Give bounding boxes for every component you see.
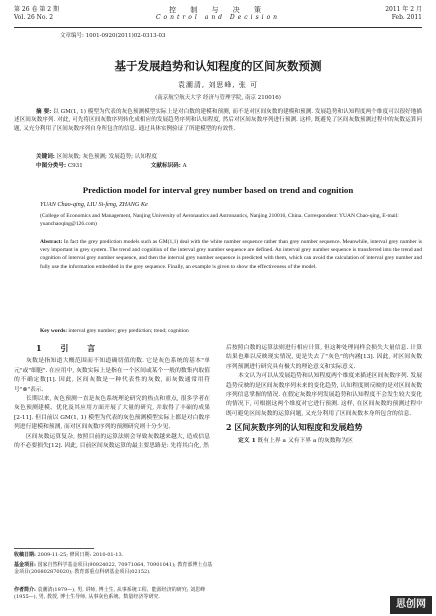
- keywords-en-label: Key words:: [40, 328, 68, 334]
- footnote-rule: [14, 548, 94, 549]
- keywords-cn: [36, 152, 422, 160]
- title-cn: 基于发展趋势和认知程度的区间灰数预测: [114, 59, 322, 73]
- date-en: Feb. 2011: [391, 14, 422, 21]
- running-header-center: [0, 6, 436, 22]
- journal-name-cn: 控 制 与 决 策: [169, 6, 267, 14]
- watermark-logo: 思创网: [390, 596, 432, 614]
- abstract-en: [40, 238, 422, 271]
- footnote-fund: 基金项目: 国家自然科学基金项目(90924022, 70971064, 70901041); 教育部博士点基金项目(200802870020); 教育部重点科研基金项目(02152).: [14, 562, 213, 576]
- body-column-left: [14, 344, 210, 451]
- abstract-en-text: In fact the grey prediction models such as GM(1,1) deal with the white number sequence rather than grey number sequence. Meanwhile, interval grey number is very important in grey system. The trend and cognition of the interval grey number sequence are defined. An interval grey number sequence is transferred into the trend and cognition of interval grey number sequence, and then the interval grey number sequence is predicted with them, which can avoid the calculation of interval grey number and fully use the information embedded in the grey sequence. Finally, an example is given to show the effectiveness of the model.: [40, 239, 423, 270]
- definition-text: 既有上界 a 又有下界 a 的灰数称为区: [257, 437, 353, 444]
- abstract-cn-label: 摘 要:: [36, 109, 52, 115]
- abstract-en-label: Abstract:: [40, 239, 63, 245]
- definition-label: 定义 1: [238, 437, 256, 444]
- body-column-right: [226, 344, 422, 446]
- running-header-right: [385, 6, 422, 22]
- paragraph: 长期以来, 灰色预测一直是灰色系统理论研究的热点和重点, 很多学者在灰色预测建模、优化及其应用方面开展了大量的研究, 并取得了丰硕的成果[2-11]. 但目前以 GM(1, 1) 模型为代表的灰色预测模型实际上都是对白数序列进行建模和预测, 而对区间灰数序列的预测研究则十分少见.: [14, 396, 210, 431]
- abstract-cn: [14, 108, 422, 133]
- keywords-en: [40, 328, 422, 334]
- authors-en: YUAN Chao-qing, LIU Si-feng, ZHANG Ke: [40, 201, 148, 208]
- authors-cn: 袁潮清, 刘思峰, 张 可: [177, 81, 259, 89]
- classification-line: [36, 161, 422, 169]
- keywords-en-text: interval grey number; grey prediction; trend; cognition: [68, 328, 189, 334]
- clc-code: 中图分类号: C931: [36, 163, 83, 169]
- section-heading-introduction: 1 引 言: [36, 343, 104, 353]
- definition: [226, 437, 422, 446]
- issue-cn: 第 26 卷 第 2 期: [14, 6, 59, 13]
- issue-en: Vol. 26 No. 2: [14, 14, 54, 21]
- paragraph: 后按照白数的运算法则进行相应计算, 但这种处理同样会损失大量信息. 计算结果也难以反映现实情况, 更是失去了"灰色"的内涵[13]. 因此, 对区间灰数序列预测进行研究具有极大的理论意义和实际意义.: [226, 345, 422, 370]
- doc-code: 文献标识码: A: [150, 163, 187, 169]
- abstract-cn-text: 以 GM(1, 1) 模型为代表的灰色预测模型实际上是对白数的建模和预测, 而不是对区间灰数的建模和预测. 发展趋势和认知程度两个维度可以很好地描述区间灰数序列. 对此, 可先将区间灰数序列转化成相应的发展趋势序列和认知程度, 然后对区间灰数序列进行预测. 这样, 既避免了区间灰数预测过程中的灰数运算问题, 又充分利用了区间灰数序列自身所包含的信息. 通过具体实例验证了所建模型的有效性.: [14, 109, 423, 132]
- section-heading-2: 2 区间灰数序列的认知程度和发展趋势: [226, 422, 363, 433]
- header-rule: [14, 27, 422, 28]
- paragraph: 区间灰数运算复杂, 按照目前的运算法则会导致灰数越来越大, 造成信息的不必要损失[12]. 因此, 目前区间灰数运算的最主要思路是: 先将其白化, 然: [14, 433, 210, 450]
- paragraph: 本文认为可以从发展趋势和认知程度两个维度来描述区间灰数序列. 发展趋势反映的是区间灰数序列未来的变化趋势, 认知程度则反映的是对区间灰数序列信息掌握的情况. 在假定灰数序列发展趋势和认知程度不会发生较大变化的情况下, 可根据这两个维度对它进行预测. 这样, 在区间灰数的预测过程中既可避免区间灰数的运算问题, 又充分利用了区间灰数本身所包含的信息.: [226, 373, 422, 417]
- keywords-cn-text: 区间灰数; 灰色预测; 发展趋势; 认知程度: [56, 154, 158, 160]
- keywords-cn-label: 关键词:: [36, 154, 55, 160]
- footnote-author-bio: 作者简介: 袁潮清(1979—), 男, 讲师, 博士生, 从事系统工程、能源经济的研究; 刘思峰(1955—), 男, 教授, 博士生导师, 从事灰色系统、数量经济等研究.: [14, 587, 206, 601]
- journal-name-en: Control and Decision: [155, 14, 281, 21]
- affiliation-en: (College of Economics and Management, Nanjing University of Aeronautics and Astronautics, Nanjing 210016, China. Correspondent: YUAN Chao-qing, E-mail: yuanchaoqing@126.com): [40, 213, 399, 228]
- paragraph: 灰数是指知道大概范围而不知道确切值的数. 它是灰色系统的基本"单元"或"细胞". 在应用中, 灰数实际上是指在一个区间或某个一般的数集内取值的不确定数[1]. 因此, 区间灰数是一种代表性的灰数, 而灰数通常用符号"⊗"表示.: [14, 358, 210, 393]
- affiliation-cn: (南京航空航天大学 经济与管理学院, 南京 210016): [155, 95, 281, 101]
- footnote-received: 收稿日期: 2009-11-25; 修回日期: 2010-01-13.: [14, 552, 124, 558]
- date-cn: 2011 年 2 月: [385, 6, 422, 13]
- article-number: 文章编号: 1001-0920(2011)02-0313-03: [60, 33, 166, 39]
- title-en: Prediction model for interval grey number based on trend and cognition: [82, 185, 354, 195]
